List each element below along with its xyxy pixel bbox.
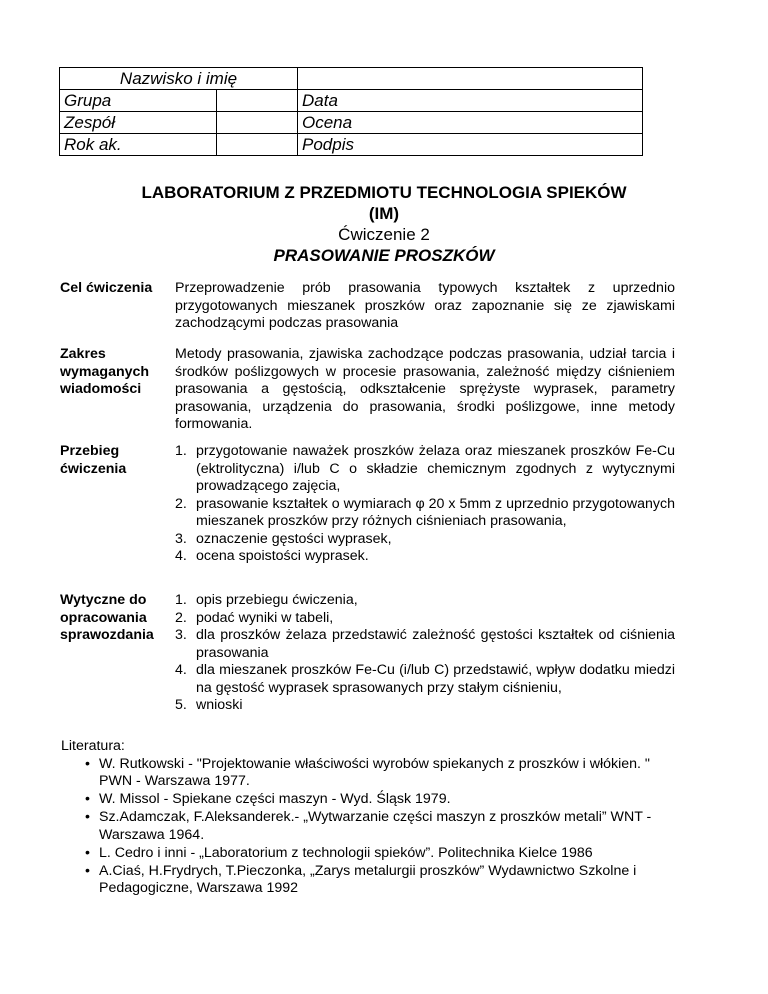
name-value-cell bbox=[298, 68, 643, 90]
section-goal bbox=[60, 280, 675, 335]
signature-label: Podpis bbox=[302, 135, 354, 154]
list-item-text: dla mieszanek proszków Fe-Cu (i/lub C) przedstawić, wpływ dodatku miedzi na gęstość wyprasek sprasowanych przy stałym ciśnieniu, bbox=[196, 662, 675, 696]
date-cell bbox=[298, 90, 643, 112]
section-goal-text: Przeprowadzenie prób prasowania typowych kształtek z uprzednio przygotowanych mieszanek proszków oraz zapoznanie się ze zjawiskami zachodzącymi podczas prasowania bbox=[175, 280, 675, 331]
section-course-label: Przebieg ćwiczenia bbox=[60, 443, 127, 477]
bullet-icon: • bbox=[85, 791, 90, 807]
signature-cell bbox=[298, 134, 643, 156]
year-label: Rok ak. bbox=[64, 135, 122, 154]
group-label-cell bbox=[60, 90, 217, 112]
list-item-number: 3. bbox=[175, 530, 187, 547]
student-info-table bbox=[59, 67, 643, 156]
list-item-text: ocena spoistości wyprasek. bbox=[196, 548, 369, 564]
team-label-cell bbox=[60, 112, 217, 134]
bullet-icon: • bbox=[85, 809, 90, 825]
team-value-cell bbox=[217, 112, 298, 134]
list-item-number: 2. bbox=[175, 495, 187, 512]
list-item bbox=[175, 592, 675, 610]
list-item-text: przygotowanie naważek proszków żelaza oraz mieszanek proszków Fe-Cu (ektrolityczna) i/lub C o składzie chemicznym zgodnych z wytycznymi prowadzącego zajęcia, bbox=[196, 443, 675, 494]
name-label: Nazwisko i imię bbox=[119, 69, 238, 88]
list-item bbox=[175, 496, 675, 531]
list-item-number: 1. bbox=[175, 443, 187, 459]
list-item-number: 3. bbox=[175, 627, 187, 643]
list-item-number: 4. bbox=[175, 548, 187, 564]
list-item bbox=[175, 697, 675, 715]
year-value-cell bbox=[217, 134, 298, 156]
list-item bbox=[175, 548, 675, 566]
section-guidelines bbox=[60, 592, 675, 732]
literature-item bbox=[61, 863, 681, 898]
list-item-number: 1. bbox=[175, 592, 187, 608]
bullet-icon: • bbox=[85, 844, 90, 861]
section-scope-label: Zakres wymaganych wiadomości bbox=[60, 346, 150, 397]
section-guidelines-label: Wytyczne do opracowania sprawozdania bbox=[60, 592, 154, 643]
list-item bbox=[175, 443, 675, 496]
literature-item-text: Sz.Adamczak, F.Aleksanderek.- „Wytwarzanie części maszyn z proszków metali” WNT - Warszawa 1964. bbox=[99, 809, 652, 843]
list-item-number: 2. bbox=[175, 609, 187, 626]
list-item-text: prasowanie kształtek o wymiarach φ 20 x 5mm z uprzednio przygotowanych mieszanek proszków przy różnych ciśnieniach prasowania, bbox=[196, 495, 675, 529]
year-label-cell bbox=[60, 134, 217, 156]
section-scope bbox=[60, 346, 675, 436]
list-item bbox=[175, 610, 675, 628]
literature-item bbox=[61, 756, 681, 791]
grade-label: Ocena bbox=[302, 113, 353, 132]
name-label-cell bbox=[60, 68, 298, 90]
section-guidelines-list bbox=[175, 592, 675, 715]
section-goal-label: Cel ćwiczenia bbox=[60, 280, 153, 296]
literature-item-text: W. Missol - Spiekane części maszyn - Wyd. Śląsk 1979. bbox=[99, 791, 451, 807]
group-label: Grupa bbox=[64, 91, 112, 110]
page-subtitle: (IM) bbox=[368, 204, 400, 223]
list-item-text: podać wyniki w tabeli, bbox=[196, 609, 334, 626]
list-item-number: 4. bbox=[175, 662, 187, 678]
team-label: Zespół bbox=[64, 113, 116, 132]
literature-item-text: L. Cedro i inni - „Laboratorium z technologii spieków”. Politechnika Kielce 1986 bbox=[99, 844, 593, 861]
title-block bbox=[0, 182, 768, 267]
list-item-number: 5. bbox=[175, 697, 187, 713]
exercise-topic: PRASOWANIE PROSZKÓW bbox=[273, 246, 495, 265]
page-title: LABORATORIUM Z PRZEDMIOTU TECHNOLOGIA SPIEKÓW bbox=[141, 183, 627, 202]
literature-item bbox=[61, 809, 681, 844]
literature-heading: Literatura: bbox=[61, 738, 125, 754]
list-item-text: dla proszków żelaza przedstawić zależność gęstości kształtek od ciśnienia prasowania bbox=[196, 627, 675, 661]
list-item bbox=[175, 627, 675, 662]
group-value-cell bbox=[217, 90, 298, 112]
literature-item-text: A.Ciaś, H.Frydrych, T.Pieczonka, „Zarys metalurgii proszków” Wydawnictwo Szkolne i Pedagogiczne, Warszawa 1992 bbox=[99, 862, 637, 896]
literature-section bbox=[61, 738, 681, 898]
grade-cell bbox=[298, 112, 643, 134]
literature-item bbox=[61, 791, 681, 809]
list-item bbox=[175, 531, 675, 549]
list-item-text: opis przebiegu ćwiczenia, bbox=[196, 592, 358, 608]
list-item bbox=[175, 662, 675, 697]
section-course-list bbox=[175, 443, 675, 566]
exercise-number: Ćwiczenie 2 bbox=[338, 225, 430, 244]
literature-item bbox=[61, 845, 681, 863]
section-course bbox=[60, 443, 675, 578]
list-item-text: wnioski bbox=[196, 697, 243, 713]
bullet-icon: • bbox=[85, 862, 90, 879]
literature-item-text: W. Rutkowski - "Projektowanie właściwości wyrobów spiekanych z proszków i włókien. " PWN - Warszawa 1977. bbox=[99, 755, 650, 789]
section-scope-text: Metody prasowania, zjawiska zachodzące podczas prasowania, udział tarcia i środków poślizgowych w procesie prasowania, zależność między ciśnieniem prasowania a gęstością, odkształcenie sprężyste wyprasek, parametry prasowania, urządzenia do prasowania, środki poślizgowe, inne metody formowania. bbox=[175, 346, 675, 432]
date-label: Data bbox=[302, 91, 338, 110]
bullet-icon: • bbox=[85, 755, 90, 772]
list-item-text: oznaczenie gęstości wyprasek, bbox=[196, 530, 392, 547]
literature-list bbox=[61, 756, 681, 898]
